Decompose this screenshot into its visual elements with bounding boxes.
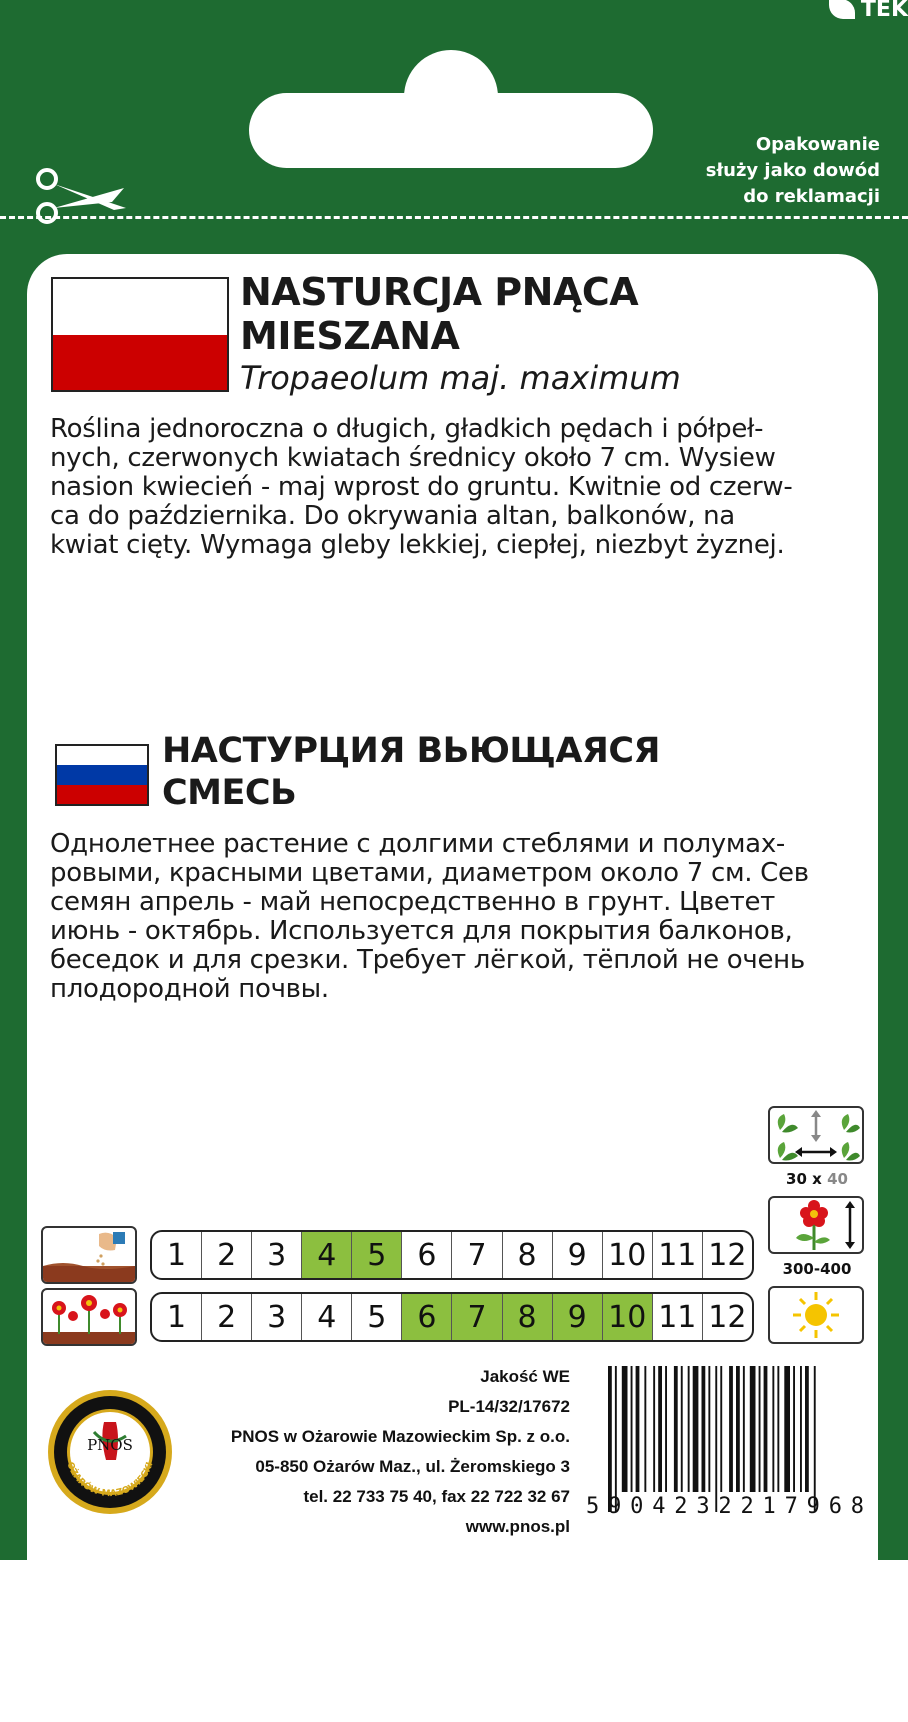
description-line: Однолетнее растение с долгими стеблями и полумах-	[50, 829, 785, 859]
description-line: беседок и для срезки. Требует лёгкой, тёплой не очень	[50, 945, 805, 975]
cut-line	[0, 216, 908, 219]
month-cell: 12	[708, 1299, 747, 1335]
plant-height-icon	[768, 1196, 864, 1254]
quality-mark: Jakość WE	[480, 1367, 570, 1386]
description-line: nych, czerwonych kwiatach średnicy około 7 cm. Wysiew	[50, 443, 776, 473]
description-line: kwiat cięty. Wymaga gleby lekkiej, ciepłej, niezbyt żyznej.	[50, 530, 785, 560]
barcode-digit: 4	[652, 1494, 666, 1519]
barcode-bar	[615, 1366, 617, 1512]
barcode-bar	[772, 1366, 774, 1492]
month-cell: 3	[252, 1232, 302, 1278]
company-address: 05-850 Ożarów Maz., ul. Żeromskiego 3	[255, 1457, 570, 1476]
barcode-bar	[688, 1366, 690, 1492]
barcode	[606, 1366, 860, 1512]
seal-text: OŻARÓW MAZOWIECKI	[64, 1460, 156, 1500]
complaint-notice	[706, 132, 880, 210]
month-cell: 8	[503, 1232, 553, 1278]
month-cell: 10	[603, 1232, 653, 1278]
barcode-digit: 0	[630, 1494, 644, 1519]
brand-name: TEK	[860, 0, 908, 22]
month-cell: 5	[352, 1232, 402, 1278]
description-line: nasion kwiecień - maj wprost do gruntu. Kwitnie od czerw-	[50, 472, 793, 502]
claim-line: Opakowanie	[755, 134, 880, 155]
month-cell: 9	[553, 1294, 603, 1340]
barcode-bar	[631, 1366, 633, 1492]
barcode-digit: 6	[828, 1494, 842, 1519]
month-cell: 2	[202, 1294, 252, 1340]
barcode-digit: 7	[784, 1494, 798, 1519]
claim-line: do reklamacji	[743, 186, 880, 207]
barcode-digit: 5	[586, 1494, 600, 1519]
sun-icon	[768, 1286, 864, 1344]
month-cell: 7	[452, 1294, 502, 1340]
month-cell: 6	[402, 1294, 452, 1340]
title-line: НАСТУРЦИЯ ВЬЮЩАЯСЯ	[162, 731, 660, 771]
month-cell: 9	[553, 1232, 603, 1278]
month-cell: 12	[708, 1237, 747, 1273]
month-cell: 1	[152, 1232, 202, 1278]
sowing-calendar	[150, 1230, 754, 1280]
description-line: Roślina jednoroczna o długich, gładkich pędach i półpeł-	[50, 414, 764, 444]
barcode-bar	[743, 1366, 745, 1492]
barcode-bar	[644, 1366, 646, 1492]
polish-flag	[51, 277, 229, 392]
flowering-icon	[41, 1288, 137, 1346]
russian-title	[162, 730, 660, 814]
claim-line: służy jako dowód	[705, 160, 880, 181]
barcode-bar	[702, 1366, 706, 1492]
barcode-digit: 9	[806, 1494, 820, 1519]
barcode-bar	[708, 1366, 710, 1492]
russian-description	[50, 830, 854, 1004]
barcode-digit: 2	[718, 1494, 732, 1519]
description-line: июнь - октябрь. Используется для покрытия балконов,	[50, 916, 793, 946]
barcode-bar	[693, 1366, 699, 1492]
month-cell: 8	[503, 1294, 553, 1340]
barcode-bar	[736, 1366, 740, 1492]
barcode-bar	[777, 1366, 779, 1492]
month-cell: 5	[352, 1294, 402, 1340]
company-phone: tel. 22 733 75 40, fax 22 722 32 67	[303, 1487, 570, 1506]
barcode-bar	[784, 1366, 790, 1492]
barcode-bar	[636, 1366, 640, 1492]
barcode-bar	[608, 1366, 612, 1512]
leaf-icon	[829, 0, 855, 19]
barcode-bar	[750, 1366, 756, 1492]
month-cell: 7	[452, 1232, 502, 1278]
barcode-digit: 3	[696, 1494, 710, 1519]
title-line: NASTURCJA PNĄCA	[240, 270, 639, 314]
month-cell: 2	[202, 1232, 252, 1278]
seal-letters: PNOS	[87, 1436, 133, 1454]
barcode-bar	[658, 1366, 662, 1492]
barcode-digit: 8	[850, 1494, 864, 1519]
barcode-number	[586, 1494, 864, 1519]
barcode-bar	[681, 1366, 683, 1492]
polish-title	[240, 270, 638, 358]
month-cell: 4	[302, 1294, 352, 1340]
month-cell: 6	[402, 1232, 452, 1278]
barcode-bar	[793, 1366, 795, 1492]
spacing-icon	[768, 1106, 864, 1164]
hang-hole-top	[404, 50, 498, 144]
barcode-bar	[653, 1366, 655, 1492]
company-website: www.pnos.pl	[465, 1517, 570, 1536]
barcode-digit: 9	[608, 1494, 622, 1519]
month-cell: 11	[653, 1232, 703, 1278]
spacing-value-row: 40	[827, 1170, 848, 1188]
spacing-label	[768, 1170, 866, 1188]
month-cell: 10	[603, 1294, 653, 1340]
barcode-bar	[715, 1366, 717, 1512]
barcode-digit: 2	[674, 1494, 688, 1519]
description-line: ca do października. Do okrywania altan, balkonów, na	[50, 501, 735, 531]
pnos-logo	[46, 1388, 174, 1516]
barcode-bar	[720, 1366, 722, 1492]
month-cell: 3	[252, 1294, 302, 1340]
barcode-bar	[759, 1366, 761, 1492]
barcode-bar	[729, 1366, 733, 1492]
month-cell: 1	[152, 1294, 202, 1340]
latin-name: Tropaeolum maj. maximum	[240, 359, 681, 397]
description-line: плодородной почвы.	[50, 974, 329, 1004]
barcode-bar	[800, 1366, 802, 1492]
barcode-bar	[805, 1366, 809, 1492]
barcode-bar	[665, 1366, 667, 1492]
title-line: MIESZANA	[240, 314, 460, 358]
title-line: СМЕСЬ	[162, 773, 297, 813]
barcode-bar	[674, 1366, 678, 1492]
barcode-bar	[622, 1366, 628, 1492]
month-cell: 4	[302, 1232, 352, 1278]
flowering-calendar	[150, 1292, 754, 1342]
russian-flag	[55, 744, 149, 806]
barcode-bar	[764, 1366, 768, 1492]
producer-info	[231, 1362, 570, 1542]
month-cell: 11	[653, 1294, 703, 1340]
brand-logo	[829, 0, 908, 22]
company-name: PNOS w Ożarowie Mazowieckim Sp. z o.o.	[230, 1427, 570, 1446]
barcode-bar	[814, 1366, 816, 1512]
barcode-digit: 1	[762, 1494, 776, 1519]
height-label: 300-400	[782, 1260, 852, 1278]
description-line: ровыми, красными цветами, диаметром около 7 см. Сев	[50, 858, 809, 888]
registration-number: PL-14/32/17672	[448, 1397, 570, 1416]
sowing-icon	[41, 1226, 137, 1284]
description-line: семян апрель - май непосредственно в грунт. Цветет	[50, 887, 776, 917]
barcode-digit: 2	[740, 1494, 754, 1519]
polish-description	[50, 415, 854, 560]
spacing-value: 30 x	[786, 1170, 822, 1188]
